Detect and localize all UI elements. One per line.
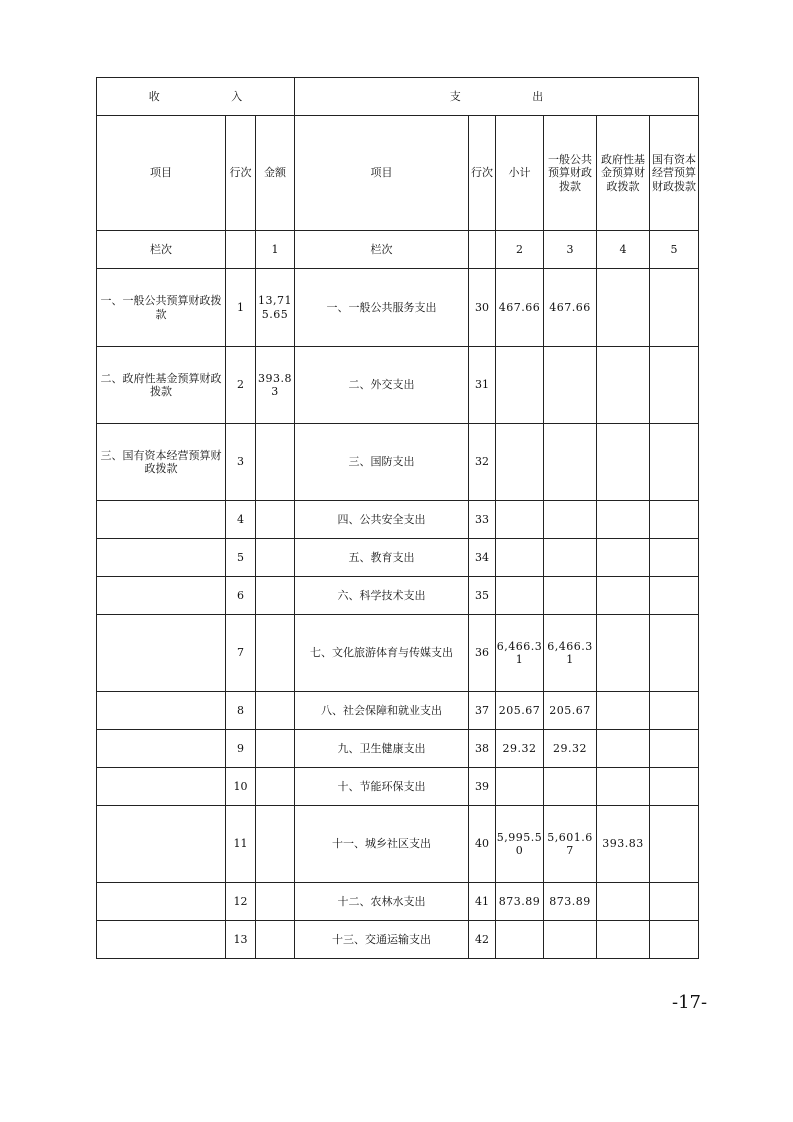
state-capital-cell bbox=[650, 615, 699, 692]
income-item-cell bbox=[97, 768, 226, 806]
income-row-no-cell: 13 bbox=[226, 921, 256, 959]
income-row-no-cell: 9 bbox=[226, 730, 256, 768]
gov-fund-cell bbox=[597, 883, 650, 921]
state-capital-cell bbox=[650, 347, 699, 424]
state-capital-cell bbox=[650, 768, 699, 806]
expense-row-no-cell: 39 bbox=[469, 768, 496, 806]
expense-item-cell: 五、教育支出 bbox=[295, 539, 469, 577]
expense-row-no-cell: 32 bbox=[469, 424, 496, 501]
subtotal-cell bbox=[496, 768, 544, 806]
general-budget-cell: 873.89 bbox=[544, 883, 597, 921]
income-row-no-cell: 5 bbox=[226, 539, 256, 577]
subtotal-cell: 6,466.31 bbox=[496, 615, 544, 692]
expense-row-no-cell: 42 bbox=[469, 921, 496, 959]
general-budget-cell bbox=[544, 921, 597, 959]
gov-fund-cell bbox=[597, 424, 650, 501]
general-budget-cell bbox=[544, 347, 597, 424]
gov-fund-cell bbox=[597, 347, 650, 424]
income-item-cell bbox=[97, 806, 226, 883]
table-row bbox=[97, 501, 699, 539]
income-item-cell bbox=[97, 692, 226, 730]
state-capital-cell bbox=[650, 692, 699, 730]
income-row-no-cell: 8 bbox=[226, 692, 256, 730]
expense-row-no-cell: 31 bbox=[469, 347, 496, 424]
state-capital-cell bbox=[650, 883, 699, 921]
general-budget-cell bbox=[544, 501, 597, 539]
col-item2: 项目 bbox=[295, 116, 469, 231]
index-5: 5 bbox=[650, 231, 699, 269]
expense-item-cell: 十二、农林水支出 bbox=[295, 883, 469, 921]
subtotal-cell: 873.89 bbox=[496, 883, 544, 921]
income-item-cell: 三、国有资本经营预算财政拨款 bbox=[97, 424, 226, 501]
state-capital-cell bbox=[650, 921, 699, 959]
index-empty bbox=[226, 231, 256, 269]
income-row-no-cell: 1 bbox=[226, 269, 256, 347]
column-header-row bbox=[97, 116, 699, 231]
col-gov-fund: 政府性基金预算财政拨款 bbox=[597, 116, 650, 231]
income-item-cell: 二、政府性基金预算财政拨款 bbox=[97, 347, 226, 424]
income-header: 收 入 bbox=[97, 78, 295, 116]
income-row-no-cell: 11 bbox=[226, 806, 256, 883]
index-3: 3 bbox=[544, 231, 597, 269]
income-item-cell bbox=[97, 615, 226, 692]
income-row-no-cell: 12 bbox=[226, 883, 256, 921]
col-general-budget: 一般公共预算财政拨款 bbox=[544, 116, 597, 231]
income-item-cell bbox=[97, 883, 226, 921]
income-row-no-cell: 4 bbox=[226, 501, 256, 539]
table-row bbox=[97, 921, 699, 959]
income-amount-cell bbox=[256, 768, 295, 806]
table-row bbox=[97, 883, 699, 921]
gov-fund-cell bbox=[597, 615, 650, 692]
income-amount-cell bbox=[256, 501, 295, 539]
table-row bbox=[97, 692, 699, 730]
expense-row-no-cell: 41 bbox=[469, 883, 496, 921]
subtotal-cell bbox=[496, 424, 544, 501]
expense-item-cell: 三、国防支出 bbox=[295, 424, 469, 501]
income-amount-cell bbox=[256, 539, 295, 577]
income-amount-cell bbox=[256, 921, 295, 959]
table-row bbox=[97, 347, 699, 424]
state-capital-cell bbox=[650, 539, 699, 577]
income-item-cell: 一、一般公共预算财政拨款 bbox=[97, 269, 226, 347]
expense-item-cell: 八、社会保障和就业支出 bbox=[295, 692, 469, 730]
state-capital-cell bbox=[650, 269, 699, 347]
expense-item-cell: 九、卫生健康支出 bbox=[295, 730, 469, 768]
subtotal-cell bbox=[496, 921, 544, 959]
col-row-no2: 行次 bbox=[469, 116, 496, 231]
state-capital-cell bbox=[650, 730, 699, 768]
table-row bbox=[97, 730, 699, 768]
expense-row-no-cell: 35 bbox=[469, 577, 496, 615]
expense-item-cell: 一、一般公共服务支出 bbox=[295, 269, 469, 347]
table-row bbox=[97, 539, 699, 577]
expense-row-no-cell: 36 bbox=[469, 615, 496, 692]
general-budget-cell bbox=[544, 577, 597, 615]
general-budget-cell bbox=[544, 424, 597, 501]
expense-item-cell: 二、外交支出 bbox=[295, 347, 469, 424]
index-2: 2 bbox=[496, 231, 544, 269]
table-row bbox=[97, 806, 699, 883]
subtotal-cell: 205.67 bbox=[496, 692, 544, 730]
general-budget-cell: 5,601.67 bbox=[544, 806, 597, 883]
income-item-cell bbox=[97, 730, 226, 768]
subtotal-cell bbox=[496, 501, 544, 539]
expense-row-no-cell: 34 bbox=[469, 539, 496, 577]
state-capital-cell bbox=[650, 424, 699, 501]
table-body bbox=[97, 78, 699, 959]
expense-item-cell: 十三、交通运输支出 bbox=[295, 921, 469, 959]
income-amount-cell bbox=[256, 692, 295, 730]
general-budget-cell: 467.66 bbox=[544, 269, 597, 347]
income-amount-cell bbox=[256, 424, 295, 501]
general-budget-cell: 29.32 bbox=[544, 730, 597, 768]
index-1: 1 bbox=[256, 231, 295, 269]
subtotal-cell: 29.32 bbox=[496, 730, 544, 768]
subtotal-cell bbox=[496, 577, 544, 615]
subtotal-cell: 5,995.50 bbox=[496, 806, 544, 883]
income-item-cell bbox=[97, 501, 226, 539]
income-item-cell bbox=[97, 921, 226, 959]
budget-table bbox=[96, 77, 699, 959]
general-budget-cell: 6,466.31 bbox=[544, 615, 597, 692]
general-budget-cell bbox=[544, 768, 597, 806]
expense-row-no-cell: 30 bbox=[469, 269, 496, 347]
income-amount-cell: 13,715.65 bbox=[256, 269, 295, 347]
income-row-no-cell: 10 bbox=[226, 768, 256, 806]
column-index-row bbox=[97, 231, 699, 269]
income-amount-cell bbox=[256, 806, 295, 883]
table-row bbox=[97, 424, 699, 501]
expense-item-cell: 六、科学技术支出 bbox=[295, 577, 469, 615]
col-amount: 金额 bbox=[256, 116, 295, 231]
index-label: 栏次 bbox=[97, 231, 226, 269]
expense-item-cell: 四、公共安全支出 bbox=[295, 501, 469, 539]
table-row bbox=[97, 615, 699, 692]
col-row-no: 行次 bbox=[226, 116, 256, 231]
expense-item-cell: 十一、城乡社区支出 bbox=[295, 806, 469, 883]
gov-fund-cell bbox=[597, 577, 650, 615]
index-label2: 栏次 bbox=[295, 231, 469, 269]
page-number: -17- bbox=[672, 992, 708, 1013]
gov-fund-cell bbox=[597, 269, 650, 347]
income-amount-cell bbox=[256, 883, 295, 921]
income-amount-cell: 393.83 bbox=[256, 347, 295, 424]
subtotal-cell bbox=[496, 539, 544, 577]
expense-row-no-cell: 37 bbox=[469, 692, 496, 730]
expense-row-no-cell: 38 bbox=[469, 730, 496, 768]
gov-fund-cell bbox=[597, 539, 650, 577]
expense-row-no-cell: 33 bbox=[469, 501, 496, 539]
table-row bbox=[97, 768, 699, 806]
expense-item-cell: 十、节能环保支出 bbox=[295, 768, 469, 806]
gov-fund-cell bbox=[597, 921, 650, 959]
section-header-row bbox=[97, 78, 699, 116]
state-capital-cell bbox=[650, 806, 699, 883]
income-row-no-cell: 3 bbox=[226, 424, 256, 501]
table-row bbox=[97, 269, 699, 347]
expense-item-cell: 七、文化旅游体育与传媒支出 bbox=[295, 615, 469, 692]
gov-fund-cell bbox=[597, 730, 650, 768]
state-capital-cell bbox=[650, 501, 699, 539]
index-empty2 bbox=[469, 231, 496, 269]
income-row-no-cell: 6 bbox=[226, 577, 256, 615]
col-state-capital: 国有资本经营预算财政拨款 bbox=[650, 116, 699, 231]
gov-fund-cell bbox=[597, 768, 650, 806]
income-item-cell bbox=[97, 539, 226, 577]
subtotal-cell: 467.66 bbox=[496, 269, 544, 347]
col-item: 项目 bbox=[97, 116, 226, 231]
gov-fund-cell bbox=[597, 692, 650, 730]
general-budget-cell: 205.67 bbox=[544, 692, 597, 730]
income-row-no-cell: 7 bbox=[226, 615, 256, 692]
index-4: 4 bbox=[597, 231, 650, 269]
general-budget-cell bbox=[544, 539, 597, 577]
income-amount-cell bbox=[256, 577, 295, 615]
table-row bbox=[97, 577, 699, 615]
income-item-cell bbox=[97, 577, 226, 615]
income-row-no-cell: 2 bbox=[226, 347, 256, 424]
col-subtotal: 小计 bbox=[496, 116, 544, 231]
income-amount-cell bbox=[256, 730, 295, 768]
subtotal-cell bbox=[496, 347, 544, 424]
expense-row-no-cell: 40 bbox=[469, 806, 496, 883]
gov-fund-cell bbox=[597, 501, 650, 539]
gov-fund-cell: 393.83 bbox=[597, 806, 650, 883]
income-amount-cell bbox=[256, 615, 295, 692]
expense-header: 支 出 bbox=[295, 78, 699, 116]
state-capital-cell bbox=[650, 577, 699, 615]
